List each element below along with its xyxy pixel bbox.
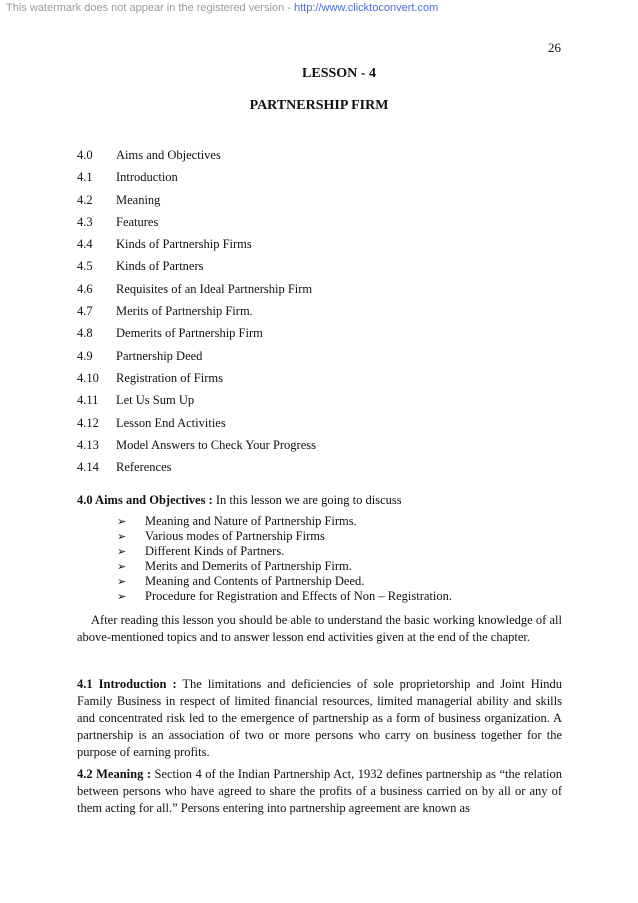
arrow-bullet-icon: ➢ (117, 575, 127, 588)
toc-item (77, 193, 316, 215)
arrow-bullet-icon: ➢ (117, 545, 127, 558)
toc-item-label: Aims and Objectives (116, 148, 221, 162)
table-of-contents (77, 148, 316, 482)
section-4-2 (77, 766, 562, 817)
toc-item-number: 4.8 (77, 326, 93, 341)
toc-item (77, 237, 316, 259)
page-title: PARTNERSHIP FIRM (249, 98, 389, 113)
toc-item (77, 148, 316, 170)
toc-item-number: 4.13 (77, 437, 99, 452)
lesson-label: LESSON - 4 (302, 66, 376, 81)
toc-item-number: 4.3 (77, 214, 93, 229)
section-4-1-heading: 4.1 Introduction : (77, 677, 177, 691)
watermark-text: This watermark does not appear in the registered version - (6, 2, 294, 14)
page-number: 26 (548, 40, 561, 55)
section-4-0 (77, 493, 562, 508)
objective-text: Different Kinds of Partners. (145, 544, 285, 558)
arrow-bullet-icon: ➢ (117, 590, 127, 603)
toc-item-number: 4.6 (77, 281, 93, 296)
toc-item-label: Partnership Deed (116, 348, 203, 363)
toc-item (77, 215, 316, 237)
toc-item (77, 170, 316, 192)
toc-item-number: 4.7 (77, 304, 93, 319)
objective-text: Meaning and Nature of Partnership Firms. (145, 514, 357, 528)
objective-text: Various modes of Partnership Firms (145, 529, 325, 543)
toc-item (77, 460, 316, 482)
toc-item-label: Kinds of Partners (116, 259, 204, 274)
toc-item-number: 4.4 (77, 237, 93, 252)
section-4-1 (77, 676, 562, 761)
objective-text: Merits and Demerits of Partnership Firm. (145, 559, 352, 573)
objective-text: Procedure for Registration and Effects of Non – Registration. (145, 589, 452, 603)
toc-item-label: Meaning (116, 192, 161, 207)
arrow-bullet-icon: ➢ (117, 515, 127, 528)
toc-item-number: 4.12 (77, 415, 99, 430)
watermark-link[interactable]: http://www.clicktoconvert.com (293, 2, 439, 14)
objective-item (117, 559, 452, 574)
arrow-bullet-icon: ➢ (117, 560, 127, 573)
toc-item-label: Let Us Sum Up (116, 393, 195, 408)
toc-item (77, 349, 316, 371)
section-4-0-after: After reading this lesson you should be able to understand the basic working knowledge of all above-mentioned topics and to answer lesson end activities given at the end of the chapter. (77, 613, 562, 644)
section-4-2-heading: 4.2 Meaning : (77, 767, 152, 781)
objective-item (117, 574, 452, 589)
toc-item-label: References (116, 460, 172, 475)
arrow-bullet-icon: ➢ (117, 530, 127, 543)
toc-item (77, 282, 316, 304)
toc-item-label: Features (116, 214, 159, 229)
toc-item (77, 259, 316, 281)
toc-item (77, 371, 316, 393)
objective-item (117, 589, 452, 604)
toc-item-label: Kinds of Partnership Firms (116, 237, 252, 252)
toc-item-label: Lesson End Activities (116, 415, 226, 430)
toc-item-number: 4.14 (77, 460, 99, 475)
toc-item-label: Model Answers to Check Your Progress (116, 437, 316, 452)
objective-text: Meaning and Contents of Partnership Deed. (145, 574, 365, 588)
section-4-1-text: The limitations and deficiencies of sole proprietorship and Joint Hindu Family Business in respect of limited financial resources, limited managerial ability and skills and concentrated risk led to the emergence of partnership as a form of business organization. A partnership is an association of two or more persons who carry on business together for the purpose of earning profits. (77, 677, 562, 759)
toc-item (77, 438, 316, 460)
toc-item-number: 4.2 (77, 192, 93, 207)
toc-item-label: Requisites of an Ideal Partnership Firm (116, 281, 313, 296)
watermark (6, 2, 438, 14)
objective-item (117, 544, 452, 559)
toc-item (77, 416, 316, 438)
toc-item-number: 4.1 (77, 170, 93, 185)
section-4-0-text: In this lesson we are going to discuss (212, 493, 402, 507)
objectives-list (117, 514, 452, 604)
toc-item (77, 304, 316, 326)
toc-item-number: 4.5 (77, 259, 93, 274)
toc-item-label: Merits of Partnership Firm. (116, 304, 253, 319)
toc-item-label: Registration of Firms (116, 370, 223, 385)
toc-item-label: Demerits of Partnership Firm (116, 326, 263, 341)
toc-item-number: 4.0 (77, 148, 93, 162)
toc-item-number: 4.10 (77, 370, 99, 385)
toc-item-label: Introduction (116, 170, 178, 185)
section-4-0-heading: 4.0 Aims and Objectives : (77, 493, 213, 507)
objective-item (117, 514, 452, 529)
toc-item-number: 4.11 (77, 393, 99, 408)
objective-item (117, 529, 452, 544)
toc-item (77, 393, 316, 415)
section-4-2-text: Section 4 of the Indian Partnership Act, 1932 defines partnership as “the relation between persons who have agreed to share the profits of a business carried on by all or any of them acting for all.” Persons entering into partnership agreement are known as (77, 767, 563, 815)
toc-item (77, 326, 316, 348)
toc-item-number: 4.9 (77, 348, 93, 363)
